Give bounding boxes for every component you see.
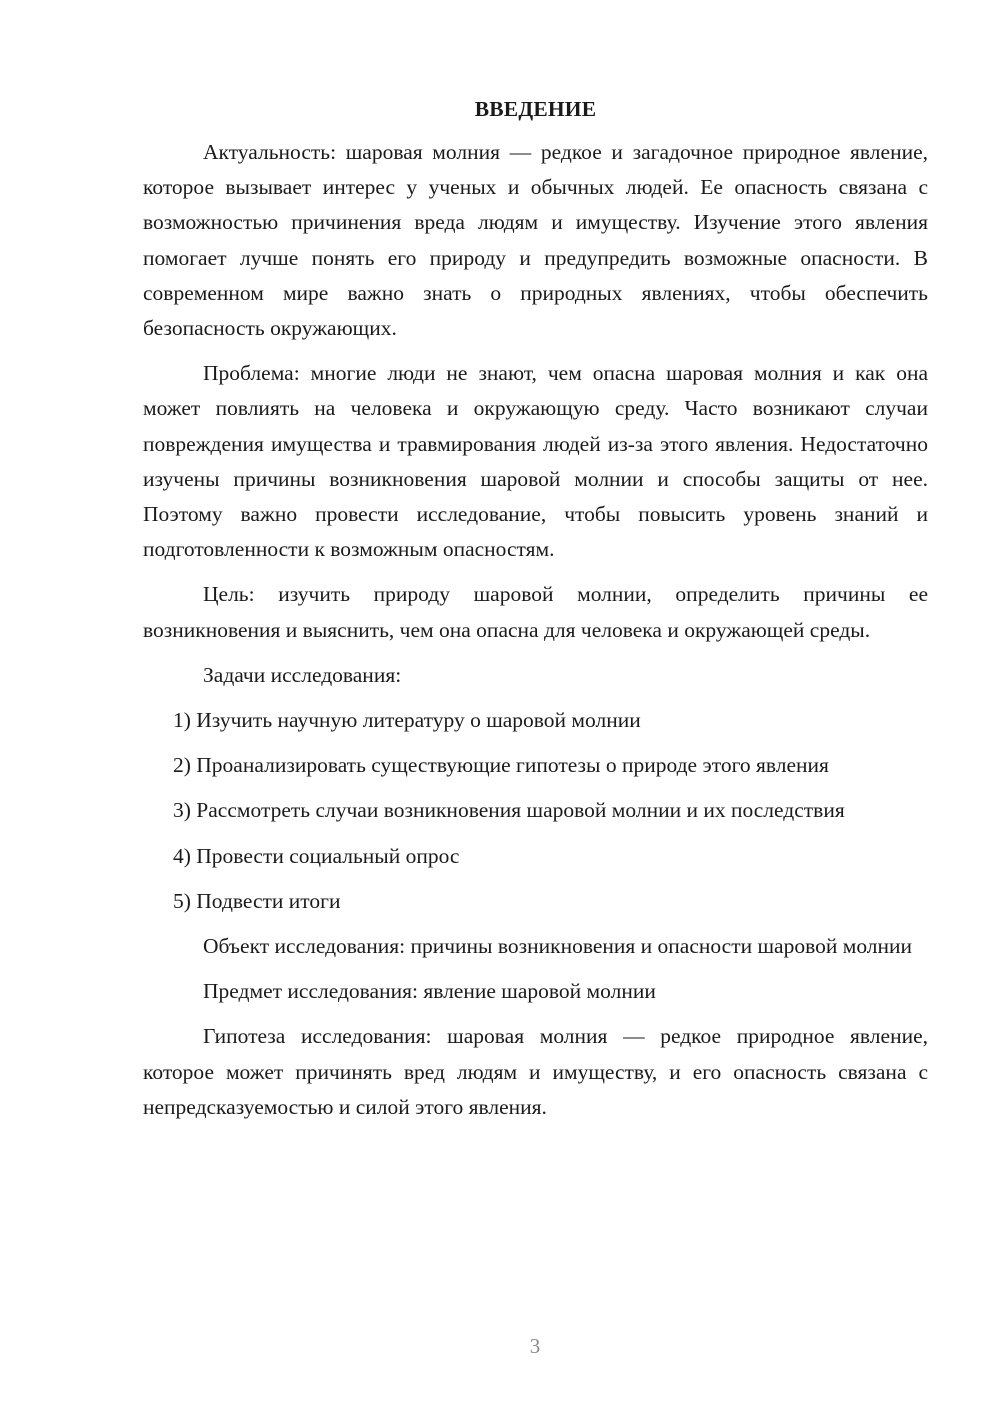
section-title: ВВЕДЕНИЕ	[474, 97, 597, 121]
subject-paragraph: Предмет исследования: явление шаровой молнии	[203, 979, 656, 1004]
tasks-heading: Задачи исследования:	[203, 662, 402, 687]
object-paragraph: Объект исследования: причины возникновения и опасности шаровой молнии	[203, 934, 913, 959]
task-item-3: 3) Рассмотреть случаи возникновения шаровой молнии и их последствия	[173, 798, 845, 823]
problem-paragraph: Проблема: многие люди не знают, чем опасна шаровая молния и как она может повлиять на человека и окружающую среду. Часто возникают случаи повреждения имущества и травмирования людей из-за этого явления. Недостаточно изучены причины возникновения шаровой молнии и способы защиты от нее. Поэтому важно провести исследование, чтобы повысить уровень знаний и подготовленности к возможным опасностям.	[143, 361, 928, 562]
task-item-4: 4) Провести социальный опрос	[173, 843, 460, 868]
task-item-1: 1) Изучить научную литературу о шаровой молнии	[173, 708, 641, 733]
relevance-paragraph: Актуальность: шаровая молния — редкое и загадочное природное явление, которое вызывает интерес у ученых и обычных людей. Ее опасность связана с возможностью причинения вреда людям и имуществу. Изучение этого явления помогает лучше понять его природу и предупредить возможные опасности. В современном мире важно знать о природных явлениях, чтобы обеспечить безопасность окружающих.	[143, 140, 928, 341]
task-item-2: 2) Проанализировать существующие гипотезы о природе этого явления	[173, 753, 829, 778]
hypothesis-paragraph: Гипотеза исследования: шаровая молния — редкое природное явление, которое может причинять вред людям и имуществу, и его опасность связана с непредсказуемостью и силой этого явления.	[143, 1024, 928, 1119]
task-item-5: 5) Подвести итоги	[173, 888, 341, 913]
page-number: 3	[529, 1334, 541, 1358]
goal-paragraph: Цель: изучить природу шаровой молнии, определить причины ее возникновения и выяснить, чем она опасна для человека и окружающей среды.	[143, 582, 928, 642]
document-page	[143, 92, 928, 1135]
